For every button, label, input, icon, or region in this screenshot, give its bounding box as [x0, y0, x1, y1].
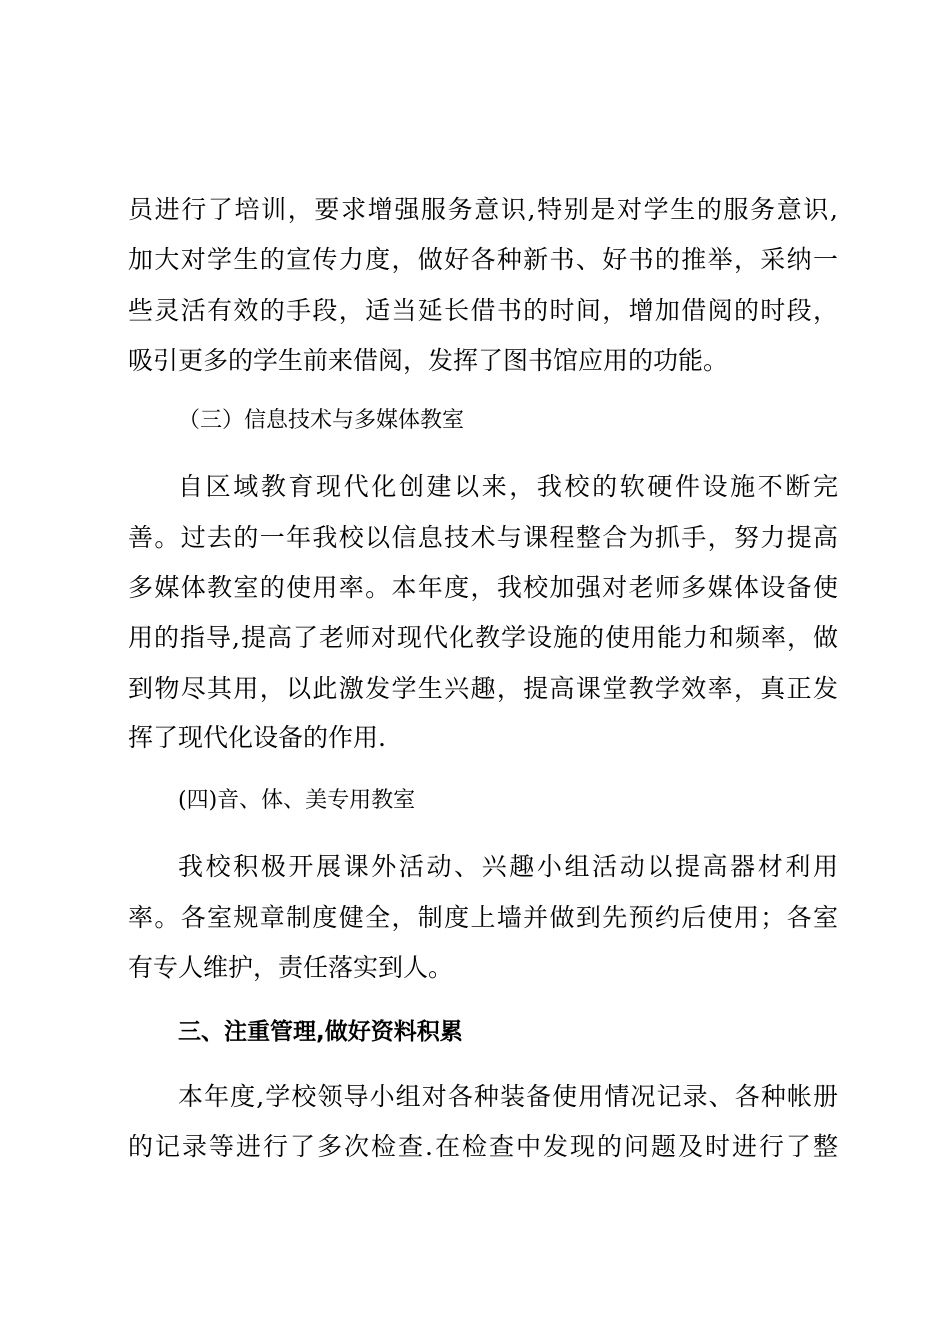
paragraph-line: 加大对学生的宣传力度，做好各种新书、好书的推举，采纳一 [128, 245, 838, 274]
paragraph-line: 些灵活有效的手段，适当延长借书的时间，增加借阅的时段， [128, 296, 838, 325]
paragraph-line: 员进行了培训，要求增强服务意识,特别是对学生的服务意识, [128, 195, 838, 224]
paragraph-line: 有专人维护，责任落实到人。 [128, 953, 454, 982]
paragraph-line: 到物尽其用，以此激发学生兴趣，提高课堂教学效率，真正发 [128, 674, 838, 703]
paragraph-line: 我校积极开展课外活动、兴趣小组活动以提高器材利用 [178, 852, 838, 881]
paragraph-line: 多媒体教室的使用率。本年度，我校加强对老师多媒体设备使 [128, 573, 838, 602]
paragraph-line: 用的指导,提高了老师对现代化教学设施的使用能力和频率，做 [128, 623, 838, 652]
paragraph-line: 的记录等进行了多次检查.在检查中发现的问题及时进行了整 [128, 1132, 838, 1161]
paragraph-line: 吸引更多的学生前来借阅，发挥了图书馆应用的功能。 [128, 346, 729, 375]
section-heading: 三、注重管理,做好资料积累 [178, 1019, 463, 1045]
paragraph-line: 善。过去的一年我校以信息技术与课程整合为抓手，努力提高 [128, 523, 838, 552]
paragraph-line: 挥了现代化设备的作用. [128, 723, 386, 752]
section-heading: (四)音、体、美专用教室 [178, 788, 416, 813]
paragraph-line: 率。各室规章制度健全，制度上墙并做到先预约后使用；各室 [128, 903, 838, 932]
paragraph-line: 本年度,学校领导小组对各种装备使用情况记录、各种帐册 [178, 1082, 838, 1111]
section-heading: （三）信息技术与多媒体教室 [178, 408, 465, 433]
paragraph-line: 自区域教育现代化创建以来，我校的软硬件设施不断完 [178, 472, 838, 501]
